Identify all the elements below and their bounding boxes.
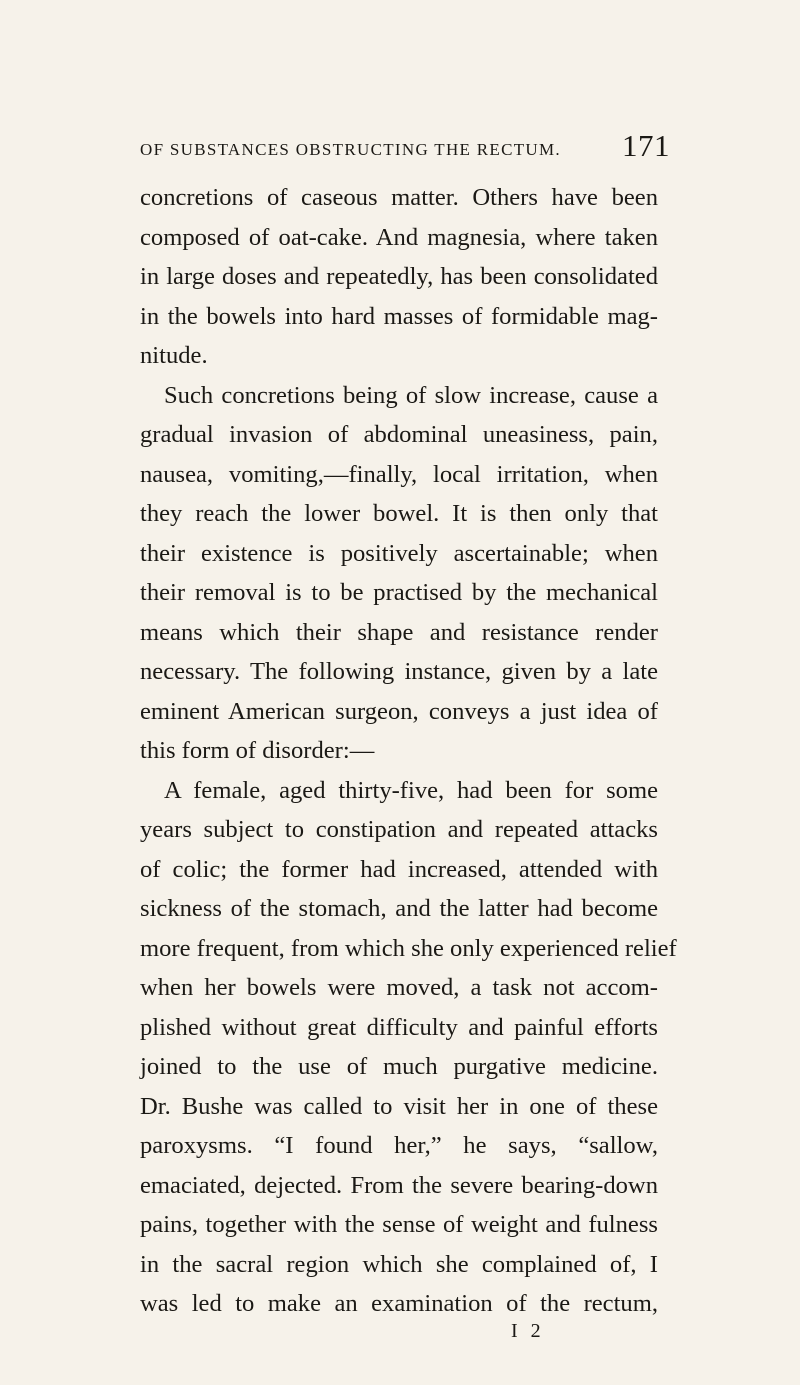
text-line: means which their shape and resistance render [140,618,658,646]
text-line: more frequent, from which she only experienced relief [140,934,677,962]
text-line: this form of disorder:— [140,737,375,764]
text-line: eminent American surgeon, conveys a just idea of [140,697,658,725]
running-title: OF SUBSTANCES OBSTRUCTING THE RECTUM. [140,140,561,159]
text-line: they reach the lower bowel. It is then only that [140,500,658,527]
text-line: their existence is positively ascertainable; when [140,539,658,567]
text-line: joined to the use of much purgative medicine. [140,1053,658,1080]
signature-mark: I 2 [511,1320,545,1342]
text-line: composed of oat-cake. And magnesia, where taken [140,223,658,251]
text-line: when her bowels were moved, a task not accom- [140,974,658,1001]
text-line: in the sacral region which she complained of, I [140,1250,658,1278]
text-line: their removal is to be practised by the mechanical [140,579,658,606]
text-line: emaciated, dejected. From the severe bearing-down [140,1171,658,1199]
text-line: concretions of caseous matter. Others have been [140,184,658,211]
text-line: Dr. Bushe was called to visit her in one of these [140,1092,658,1120]
text-line: years subject to constipation and repeated attacks [140,816,658,843]
text-line: of colic; the former had increased, attended with [140,855,658,883]
text-line: in large doses and repeatedly, has been consolidated [140,263,658,290]
body-text [140,178,677,1324]
text-line: pains, together with the sense of weight and fulness [140,1211,658,1238]
text-line: sickness of the stomach, and the latter had become [140,895,658,922]
text-line: necessary. The following instance, given by a late [140,658,658,685]
page-number: 171 [622,128,670,163]
text-line: nausea, vomiting,—finally, local irritation, when [140,460,658,488]
text-line: in the bowels into hard masses of formidable mag- [140,302,658,330]
text-line: Such concretions being of slow increase, cause a [164,381,658,409]
text-line: nitude. [140,342,208,369]
text-line: was led to make an examination of the rectum, [140,1290,658,1317]
text-line: A female, aged thirty-five, had been for some [164,776,658,804]
text-line: paroxysms. “I found her,” he says, “sallow, [140,1132,658,1159]
running-head [140,130,670,166]
text-line: plished without great difficulty and painful efforts [140,1013,658,1041]
text-line: gradual invasion of abdominal uneasiness, pain, [140,421,658,448]
